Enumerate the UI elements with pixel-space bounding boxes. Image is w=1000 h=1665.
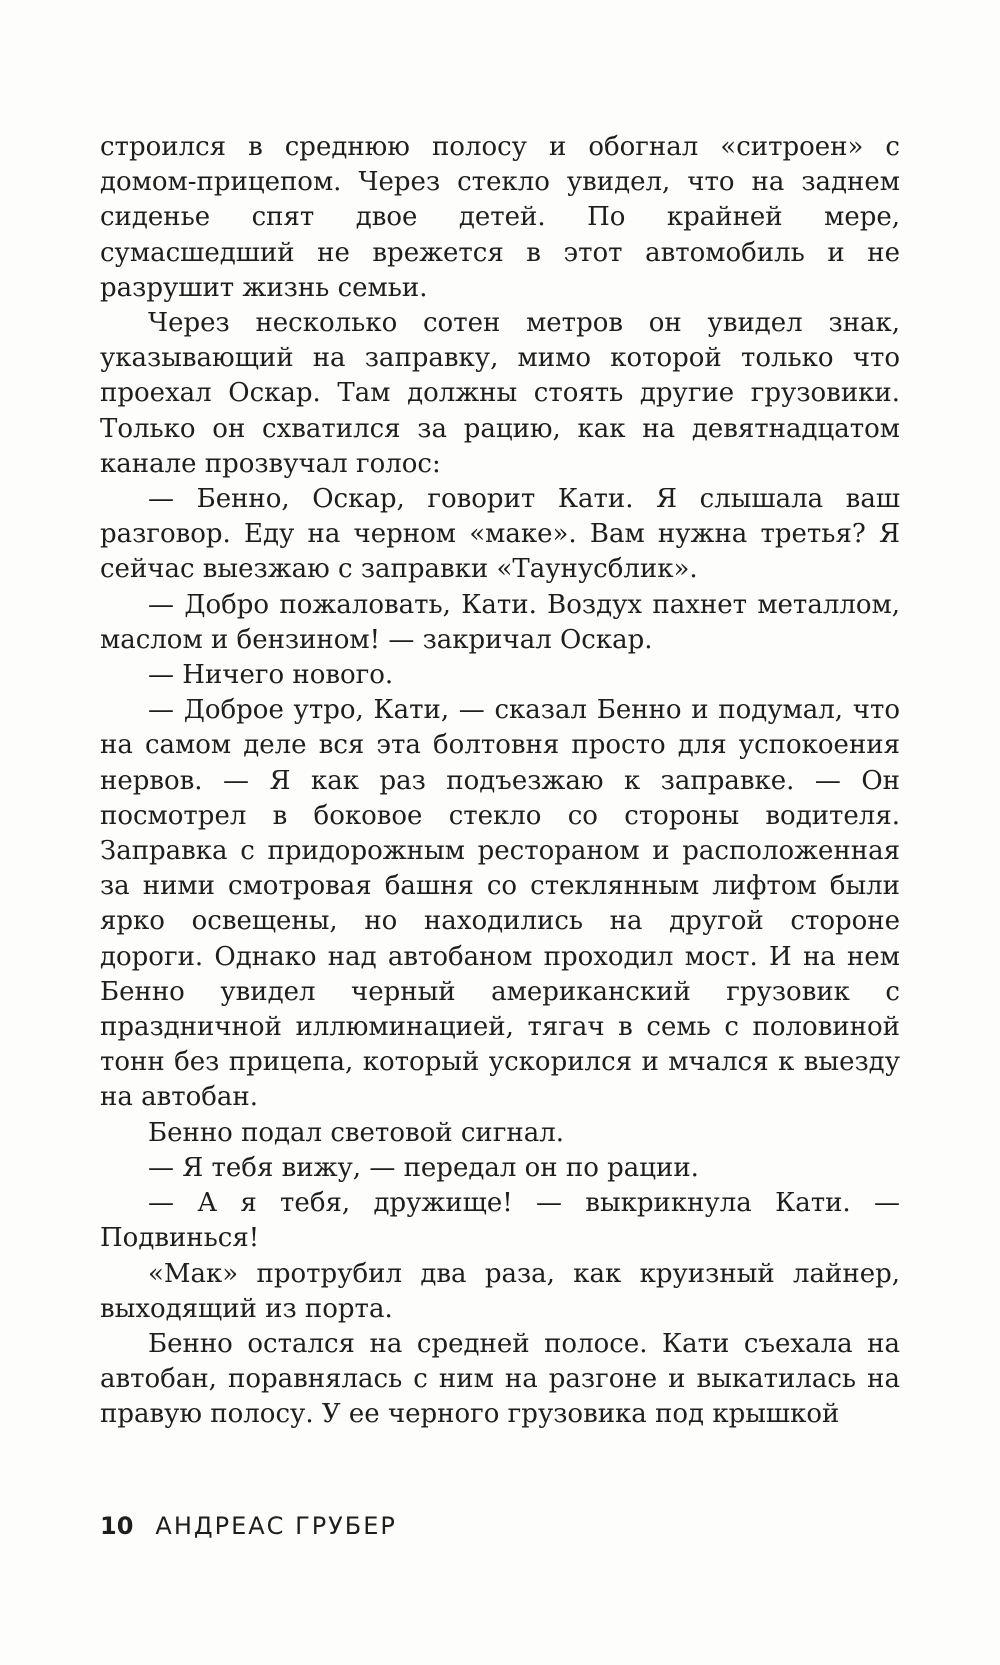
paragraph-11: Бенно остался на средней полосе. Кати съехала на автобан, поравнялась с ним на разгоне и выкатилась на правую полосу. У ее черного грузовика под крышкой [100, 1328, 900, 1430]
page-number: 10 [100, 1512, 134, 1540]
paragraph-7: Бенно подал световой сигнал. [148, 1117, 564, 1148]
paragraph-3: — Бенно, Оскар, говорит Кати. Я слышала ваш разговор. Еду на черном «маке». Вам нужна третья? Я сейчас выезжаю с заправки «Таунусблик». [100, 484, 900, 585]
paragraph-2: Через несколько сотен метров он увидел знак, указывающий на заправку, мимо которой только что проехал Оскар. Там должны стоять другие грузовики. Только он схватился за рацию, как на девятнадцатом канале прозвучал голос: [100, 308, 900, 479]
paragraph-1: строился в среднюю полосу и обогнал «ситроен» с домом-прицепом. Через стекло увидел, что на заднем сиденье спят двое детей. По крайней мере, сумасшедший не врежется в этот автомобиль и не разрушит жизнь семьи. [100, 132, 900, 303]
running-head-author: АНДРЕАС ГРУБЕР [155, 1512, 397, 1540]
paragraph-8: — Я тебя вижу, — передал он по рации. [148, 1152, 699, 1183]
paragraph-10: «Мак» протрубил два раза, как круизный лайнер, выходящий из порта. [100, 1258, 900, 1324]
body-text [100, 130, 900, 1433]
paragraph-4: — Добро пожаловать, Кати. Воздух пахнет металлом, маслом и бензином! — закричал Оскар. [100, 589, 900, 655]
paragraph-5: — Ничего нового. [148, 660, 394, 691]
page-footer [100, 1512, 397, 1540]
paragraph-6: — Доброе утро, Кати, — сказал Бенно и подумал, что на самом деле вся эта болтовня просто для успокоения нервов. — Я как раз подъезжаю к заправке. — Он посмотрел в боковое стекло со стороны водителя. Заправка с придорожным рестораном и расположенная за ними смотровая башня со стеклянным лифтом были ярко освещены, но находились на другой стороне дороги. Однако над автобаном проходил мост. И на нем Бенно увидел черный американский грузовик с праздничной иллюминацией, тягач в семь с половиной тонн без прицепа, который ускорился и мчался к выезду на автобан. [100, 695, 900, 1113]
paragraph-9: — А я тебя, дружище! — выкрикнула Кати. — Подвинься! [100, 1188, 900, 1254]
